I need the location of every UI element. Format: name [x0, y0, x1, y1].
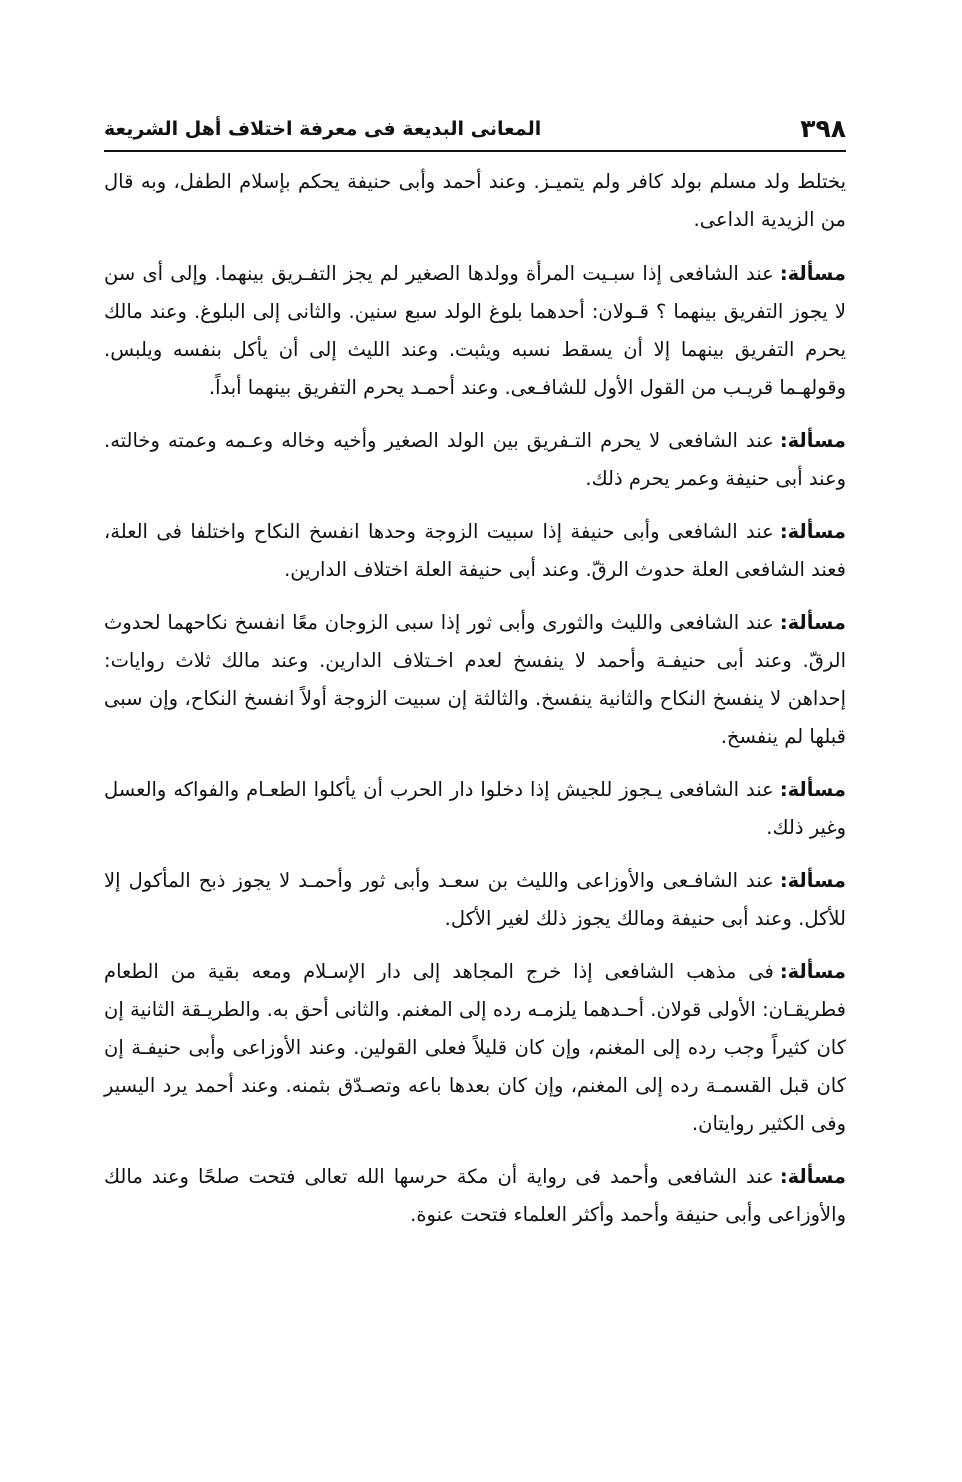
paragraph-text: فى مذهب الشافعى إذا خرج المجاهد إلى دار الإسـلام ومعه بقية من الطعام فطريقـان: الأولى قولان. أحـدهما يلزمـه رده إلى المغنم. والثانى أحق به. والطريـقة الثانية إن كان كثيراً وجب رده إلى المغنم، وإن كان قليلاً فعلى القولين. وعند الأوزاعى وأبى حنيفـة إن كان قبل القسمـة رده إلى المغنم، وإن كان بعدها باعه وتصـدّق بثمنه. وعند أحمد يرد اليسير وفى الكثير روايتان.	[104, 960, 846, 1135]
paragraph-text: عند الشافعى إذا سبـيت المرأة وولدها الصغير لم يجز التفـريق بينهما. وإلى أى سن لا يجوز التفريق بينهما ؟ قـولان: أحدهما بلوغ الولد سبع سنين. والثانى إلى البلوغ. وعند مالك يحرم التفريق بينهما إلا أن يسقط نسبه ويثبت. وعند الليث إلى أن يأكل بنفسه ويلبس. وقولهـما قريـب من القول الأول للشافـعى. وعند أحمـد يحرم التفريق بينهما أبداً.	[104, 262, 846, 399]
paragraph-text: يختلط ولد مسلم بولد كافر ولم يتميـز. وعند أحمد وأبى حنيفة يحكم بإسلام الطفل، وبه قال من الزيدية الداعى.	[104, 170, 846, 231]
masala-paragraph	[104, 771, 846, 847]
masala-label: مسألة:	[779, 1165, 846, 1188]
paragraph-text: عند الشافعى وأبى حنيفة إذا سبيت الزوجة وحدها انفسخ النكاح واختلفا فى العلة، فعند الشافعى العلة حدوث الرقّ. وعند أبى حنيفة العلة اختلاف الدارين.	[104, 520, 846, 581]
paragraph-text: عند الشافعى والليث والثورى وأبى ثور إذا سبى الزوجان معًا انفسخ نكاحهما لحدوث الرقّ. وعند أبى حنيفـة وأحمد لا ينفسخ لعدم اخـتلاف الدارين. وعند مالك ثلاث روايات: إحداهن لا ينفسخ النكاح والثانية ينفسخ. والثالثة إن سبيت الزوجة أولاً انفسخ النكاح، وإن سبى قبلها لم ينفسخ.	[104, 611, 846, 748]
masala-label: مسألة:	[779, 960, 846, 983]
masala-paragraph	[104, 953, 846, 1143]
page-number: ٣٩٨	[800, 114, 846, 143]
paragraph-text: عند الشافعى وأحمد فى رواية أن مكة حرسها الله تعالى فتحت صلحًا وعند مالك والأوزاعى وأبى حنيفة وأحمد وأكثر العلماء فتحت عنوة.	[104, 1165, 846, 1226]
running-header	[104, 108, 846, 152]
masala-paragraph	[104, 862, 846, 938]
masala-label: مسألة:	[779, 262, 846, 285]
paragraph-continuation	[104, 163, 846, 239]
masala-paragraph	[104, 513, 846, 589]
masala-label: مسألة:	[779, 611, 846, 634]
paragraph-text: عند الشافعى لا يحرم التـفريق بين الولد الصغير وأخيه وخاله وعـمه وعمته وخالته. وعند أبى حنيفة وعمر يحرم ذلك.	[104, 429, 846, 490]
paragraph-text: عند الشافعى يـجوز للجيش إذا دخلوا دار الحرب أن يأكلوا الطعـام والفواكه والعسل وغير ذلك.	[104, 778, 846, 839]
masala-label: مسألة:	[779, 429, 846, 452]
page-body	[104, 163, 846, 1249]
masala-paragraph	[104, 1158, 846, 1234]
masala-paragraph	[104, 422, 846, 498]
paragraph-text: عند الشافـعى والأوزاعى والليث بن سعـد وأبى ثور وأحمـد لا يجوز ذبح المأكول إلا للأكل. وعند أبى حنيفة ومالك يجوز ذلك لغير الأكل.	[104, 869, 846, 930]
masala-paragraph	[104, 255, 846, 407]
masala-label: مسألة:	[779, 869, 846, 892]
book-title: المعانى البديعة فى معرفة اختلاف أهل الشريعة	[104, 118, 542, 140]
masala-paragraph	[104, 604, 846, 756]
masala-label: مسألة:	[779, 520, 846, 543]
masala-label: مسألة:	[779, 778, 846, 801]
